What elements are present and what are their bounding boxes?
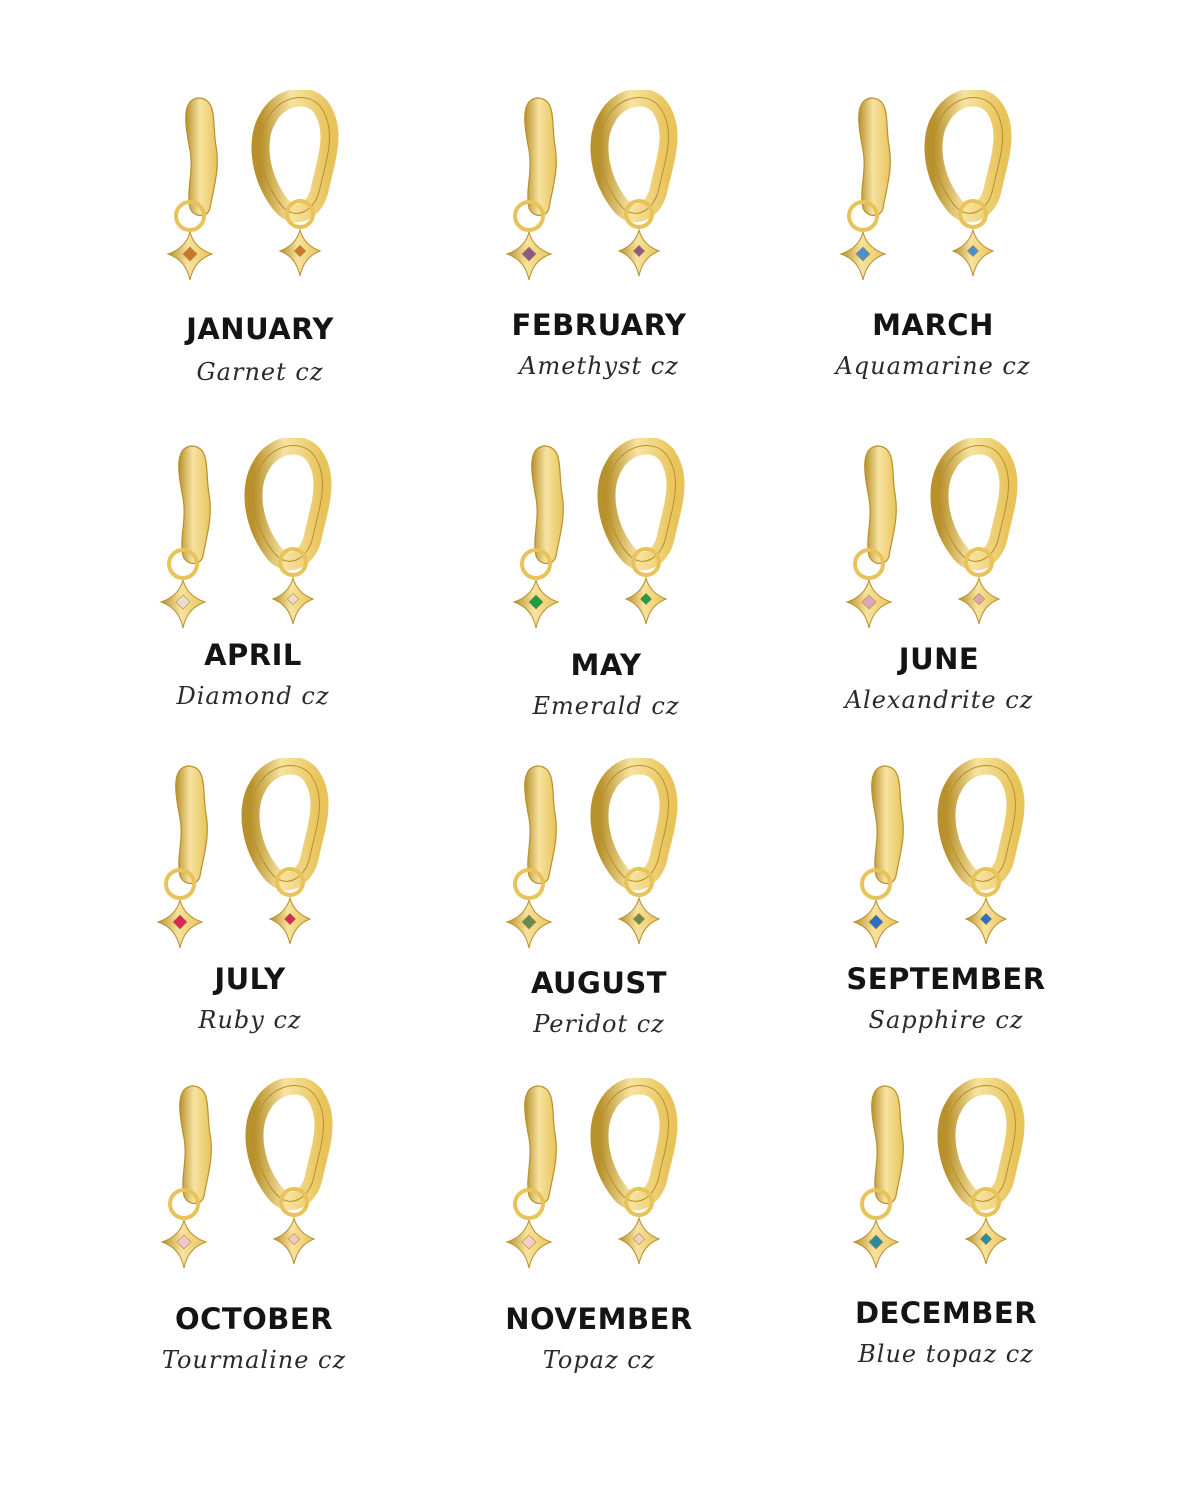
stone-label: Diamond cz [176, 682, 330, 710]
product-card-september[interactable] [796, 758, 1096, 1078]
hoop-shape [532, 446, 564, 564]
stone-label: Aquamarine cz [835, 352, 1031, 380]
stone-label: Emerald cz [532, 692, 680, 720]
earring-pair-image [140, 758, 360, 958]
hoop-shape [253, 445, 322, 561]
product-card-june[interactable] [789, 438, 1089, 758]
product-card-may[interactable] [456, 438, 756, 758]
hoop-shape [865, 446, 897, 564]
month-label: JANUARY [186, 312, 334, 346]
month-label: MAY [570, 648, 642, 682]
hoop-shape [525, 1086, 557, 1204]
month-label: MARCH [872, 308, 994, 342]
hoop-shape [186, 98, 218, 216]
stone-label: Blue topaz cz [858, 1340, 1034, 1368]
earring-pair-image [150, 90, 370, 290]
month-label: DECEMBER [854, 1296, 1038, 1330]
month-label: FEBRUARY [511, 308, 687, 342]
earring-pair-image [836, 1078, 1056, 1278]
product-card-august[interactable] [449, 758, 749, 1078]
stone-label: Tourmaline cz [161, 1346, 347, 1374]
hoop-shape [859, 98, 891, 216]
product-card-november[interactable] [449, 1078, 749, 1398]
stone-label: Garnet cz [196, 358, 324, 386]
stone-label: Sapphire cz [868, 1006, 1024, 1034]
stone-label: Topaz cz [542, 1346, 656, 1374]
hoop-shape [872, 766, 904, 884]
month-label: APRIL [204, 638, 302, 672]
hoop-shape [599, 1085, 668, 1201]
hoop-shape [946, 765, 1015, 881]
month-label: AUGUST [530, 966, 668, 1000]
product-card-july[interactable] [100, 758, 400, 1078]
hoop-shape [179, 446, 211, 564]
hoop-shape [872, 1086, 904, 1204]
earring-pair-image [836, 758, 1056, 958]
earring-pair-image [489, 1078, 709, 1278]
hoop-shape [599, 97, 668, 213]
hoop-shape [525, 766, 557, 884]
earring-pair-image [144, 1078, 364, 1278]
hoop-shape [599, 765, 668, 881]
earring-pair-image [496, 438, 716, 638]
hoop-shape [525, 98, 557, 216]
stone-label: Amethyst cz [519, 352, 679, 380]
product-card-april[interactable] [103, 438, 403, 758]
earring-pair-image [823, 90, 1043, 290]
earring-pair-image [489, 90, 709, 290]
hoop-shape [250, 765, 319, 881]
hoop-shape [176, 766, 208, 884]
hoop-shape [260, 97, 329, 213]
product-card-february[interactable] [449, 90, 749, 410]
hoop-shape [939, 445, 1008, 561]
product-card-january[interactable] [110, 90, 410, 410]
product-card-march[interactable] [783, 90, 1083, 410]
product-card-october[interactable] [104, 1078, 404, 1398]
earring-pair-image [829, 438, 1049, 638]
product-card-december[interactable] [796, 1078, 1096, 1398]
hoop-shape [946, 1085, 1015, 1201]
stone-label: Peridot cz [533, 1010, 665, 1038]
month-label: JULY [214, 962, 286, 996]
month-label: JUNE [898, 642, 980, 676]
stone-label: Alexandrite cz [844, 686, 1034, 714]
earring-pair-image [489, 758, 709, 958]
month-label: OCTOBER [174, 1302, 334, 1336]
hoop-shape [933, 97, 1002, 213]
earring-pair-image [143, 438, 363, 638]
hoop-shape [254, 1085, 323, 1201]
month-label: NOVEMBER [505, 1302, 693, 1336]
hoop-shape [180, 1086, 212, 1204]
stone-label: Ruby cz [198, 1006, 302, 1034]
hoop-shape [606, 445, 675, 561]
month-label: SEPTEMBER [846, 962, 1046, 996]
